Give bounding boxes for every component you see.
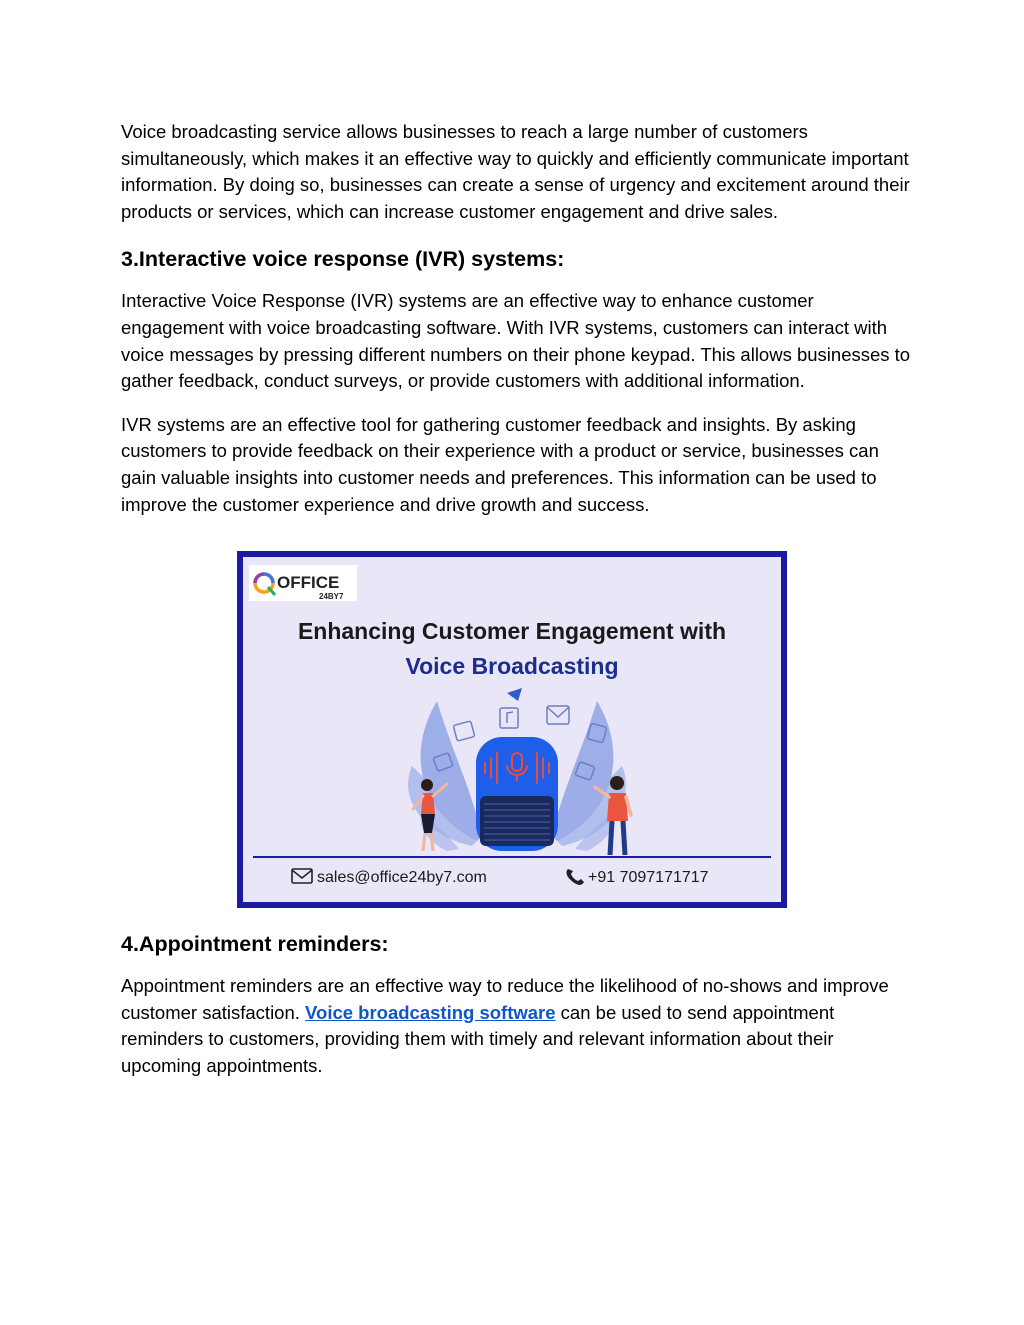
banner-image (237, 551, 787, 908)
office24by7-logo (249, 565, 357, 601)
paragraph-voice-broadcasting-intro: Voice broadcasting service allows businesses to reach a large number of customers simultaneously, which makes it an effective way to quickly and efficiently communicate important information. By doing so, businesses can create a sense of urgency and excitement around their products or services, which can increase customer engagement and drive sales. (121, 121, 910, 222)
voice-broadcasting-software-link[interactable]: Voice broadcasting software (305, 1001, 556, 1023)
logo-main-text: OFFICE (277, 573, 340, 593)
banner-phone: +91 7097171717 (588, 869, 709, 887)
heading-appointment-reminders: 4.Appointment reminders: (121, 932, 389, 957)
paragraph-ivr-feedback: IVR systems are an effective tool for gathering customer feedback and insights. By asking customers to provide feedback on their experience with a product or service, businesses can gain valuable insights into customer needs and preferences. This information can be used to improve the customer experience and drive growth and success. (121, 413, 879, 515)
heading-ivr-systems: 3.Interactive voice response (IVR) systems: (121, 247, 565, 272)
paragraph-ivr-description: Interactive Voice Response (IVR) systems are an effective way to enhance customer engagement with voice broadcasting software. With IVR systems, customers can interact with voice messages by pressing different numbers on their phone keypad. This allows businesses to gather feedback, conduct surveys, or provide customers with additional information. (121, 290, 911, 392)
banner-illustration (237, 551, 787, 908)
smart-speaker-icon (476, 737, 558, 851)
banner-email: sales@office24by7.com (317, 869, 487, 887)
paragraph-appointment-reminders (121, 973, 911, 1079)
paragraph-text-after-link: can be used to send appointment reminders to customers, providing them with timely and relevant information about their upcoming appointments. (121, 1001, 835, 1076)
banner-title: Enhancing Customer Engagement with (297, 618, 727, 645)
banner-subtitle: Voice Broadcasting (405, 653, 619, 680)
document-page (121, 119, 911, 1080)
logo-sub-text: 24BY7 (319, 592, 344, 602)
paragraph-text-before-link: Appointment reminders are an effective way to reduce the likelihood of no-shows and improve customer satisfaction. (121, 975, 889, 1023)
